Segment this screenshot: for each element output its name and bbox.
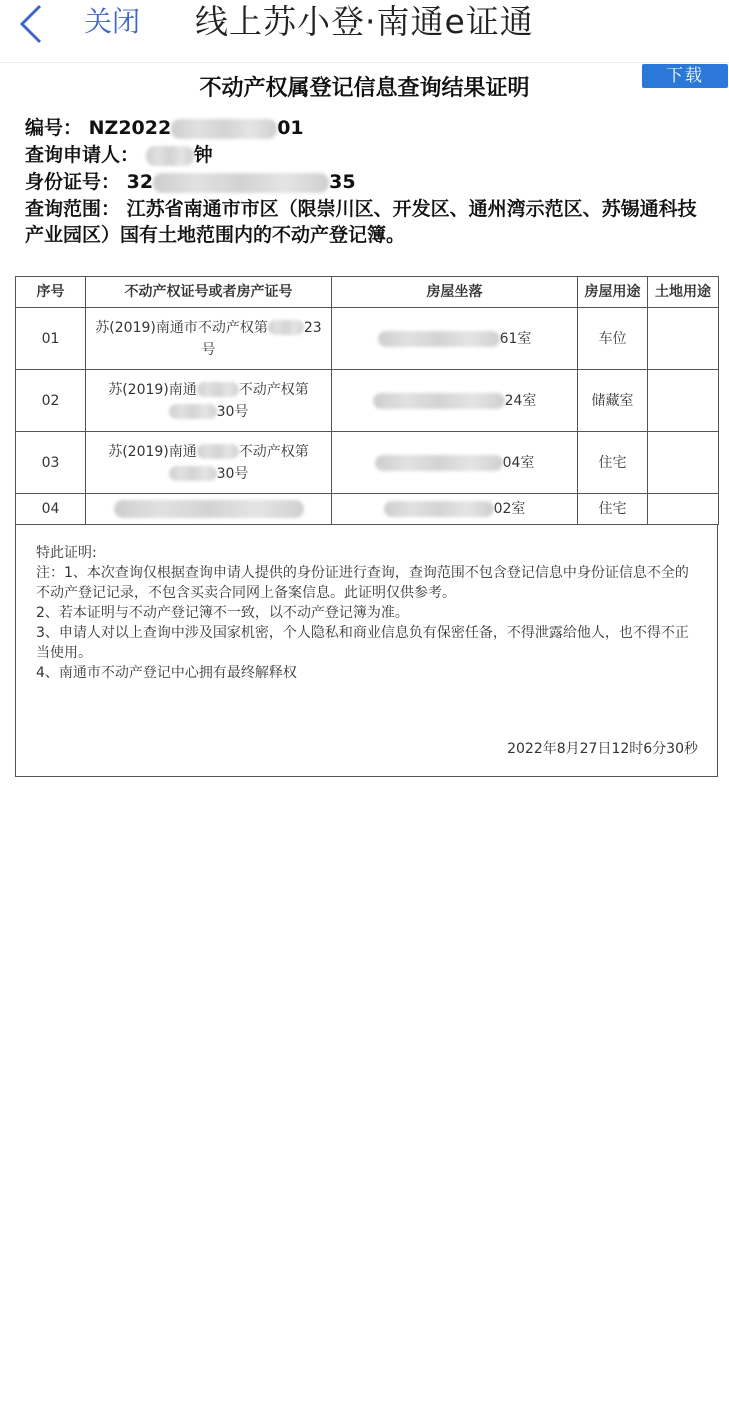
- applicant-line: [25, 142, 715, 169]
- cert-text: 号: [201, 341, 216, 358]
- cert-text: 不动产权第: [238, 381, 309, 398]
- redacted-block: [378, 331, 500, 347]
- document-title: 不动产权属登记信息查询结果证明: [199, 76, 530, 101]
- notes-box: [15, 524, 718, 777]
- header-address: 房屋坐落: [332, 277, 578, 308]
- header-no: 序号: [16, 277, 86, 308]
- address-text: 24室: [504, 392, 537, 409]
- id-number-prefix: 32: [126, 171, 154, 193]
- cert-text: 23: [303, 319, 322, 336]
- cert-text: 30号: [216, 403, 249, 420]
- query-scope-line: [25, 196, 715, 248]
- header-land-use: 土地用途: [648, 277, 719, 308]
- row-no: 04: [16, 494, 86, 525]
- cert-text: 苏(2019)南通: [108, 443, 197, 460]
- row-no: 03: [16, 432, 86, 494]
- redacted-block: [197, 444, 239, 459]
- row-house-use: 住宅: [578, 494, 648, 525]
- redacted-block: [171, 119, 277, 139]
- query-info: [25, 115, 715, 248]
- cert-number-line: [25, 115, 715, 142]
- row-address: [332, 370, 578, 432]
- cert-number-suffix: 01: [277, 117, 304, 139]
- row-no: 01: [16, 308, 86, 370]
- query-scope-text: 江苏省南通市市区（限崇川区、开发区、通州湾示范区、苏锡通科技产业园区）国有土地范围内的不动产登记簿。: [25, 198, 697, 246]
- id-number-suffix: 35: [329, 171, 356, 193]
- notes-heading: 特此证明:: [36, 545, 97, 561]
- redacted-block: [114, 500, 304, 518]
- page-title: 线上苏小登·南通e证通: [195, 2, 534, 41]
- row-land-use: [648, 370, 719, 432]
- note-line: 3、申请人对以上查询中涉及国家机密，个人隐私和商业信息负有保密任备，不得泄露给他人，也不得不正当使用。: [36, 625, 689, 661]
- row-cert: [86, 432, 332, 494]
- row-address: [332, 494, 578, 525]
- redacted-block: [197, 382, 239, 397]
- cert-number-prefix: NZ2022: [88, 117, 172, 139]
- header-house-use: 房屋用途: [578, 277, 648, 308]
- row-cert: [86, 494, 332, 525]
- row-address: [332, 308, 578, 370]
- applicant-label: 查询申请人：: [25, 144, 140, 166]
- row-cert: [86, 370, 332, 432]
- redacted-block: [169, 404, 217, 419]
- row-address: [332, 432, 578, 494]
- query-scope-label: 查询范围：: [25, 198, 121, 220]
- row-house-use: 储藏室: [578, 370, 648, 432]
- issue-date: 2022年8月27日12时6分30秒: [507, 741, 698, 757]
- table-row: [16, 370, 719, 432]
- close-button[interactable]: 关闭: [84, 5, 141, 38]
- cert-text: 30号: [216, 465, 249, 482]
- table-row: [16, 432, 719, 494]
- redacted-block: [169, 466, 217, 481]
- cert-number-label: 编号：: [25, 117, 83, 139]
- address-text: 02室: [493, 501, 526, 517]
- table-row: [16, 308, 719, 370]
- cert-text: 苏(2019)南通市不动产权第: [95, 319, 268, 336]
- property-table: [15, 276, 719, 525]
- cert-text: 苏(2019)南通: [108, 381, 197, 398]
- address-text: 61室: [499, 330, 532, 347]
- download-button[interactable]: 下载: [642, 64, 728, 88]
- cert-text: 不动产权第: [238, 443, 309, 460]
- top-nav-bar: [0, 0, 729, 63]
- note-line: 注：1、本次查询仅根据查询申请人提供的身份证进行查询，查询范围不包含登记信息中身份证信息不全的不动产登记记录，不包含买卖合同网上备案信息。此证明仅供参考。: [36, 565, 689, 601]
- row-house-use: 车位: [578, 308, 648, 370]
- row-land-use: [648, 432, 719, 494]
- applicant-suffix: 钟: [193, 144, 213, 166]
- note-line: 4、南通市不动产登记中心拥有最终解释权: [36, 665, 297, 681]
- table-row: [16, 494, 719, 525]
- row-no: 02: [16, 370, 86, 432]
- header-cert: 不动产权证号或者房产证号: [86, 277, 332, 308]
- redacted-block: [146, 146, 194, 166]
- id-number-label: 身份证号：: [25, 171, 121, 193]
- redacted-block: [384, 501, 494, 517]
- redacted-block: [373, 393, 505, 409]
- row-land-use: [648, 494, 719, 525]
- id-number-line: [25, 169, 715, 196]
- table-header-row: [16, 277, 719, 308]
- redacted-block: [375, 455, 503, 471]
- redacted-block: [153, 173, 329, 193]
- row-house-use: 住宅: [578, 432, 648, 494]
- row-land-use: [648, 308, 719, 370]
- row-cert: [86, 308, 332, 370]
- note-line: 2、若本证明与不动产登记簿不一致，以不动产登记簿为准。: [36, 605, 409, 621]
- address-text: 04室: [502, 454, 535, 471]
- chevron-left-icon[interactable]: [14, 2, 48, 46]
- redacted-block: [268, 320, 304, 335]
